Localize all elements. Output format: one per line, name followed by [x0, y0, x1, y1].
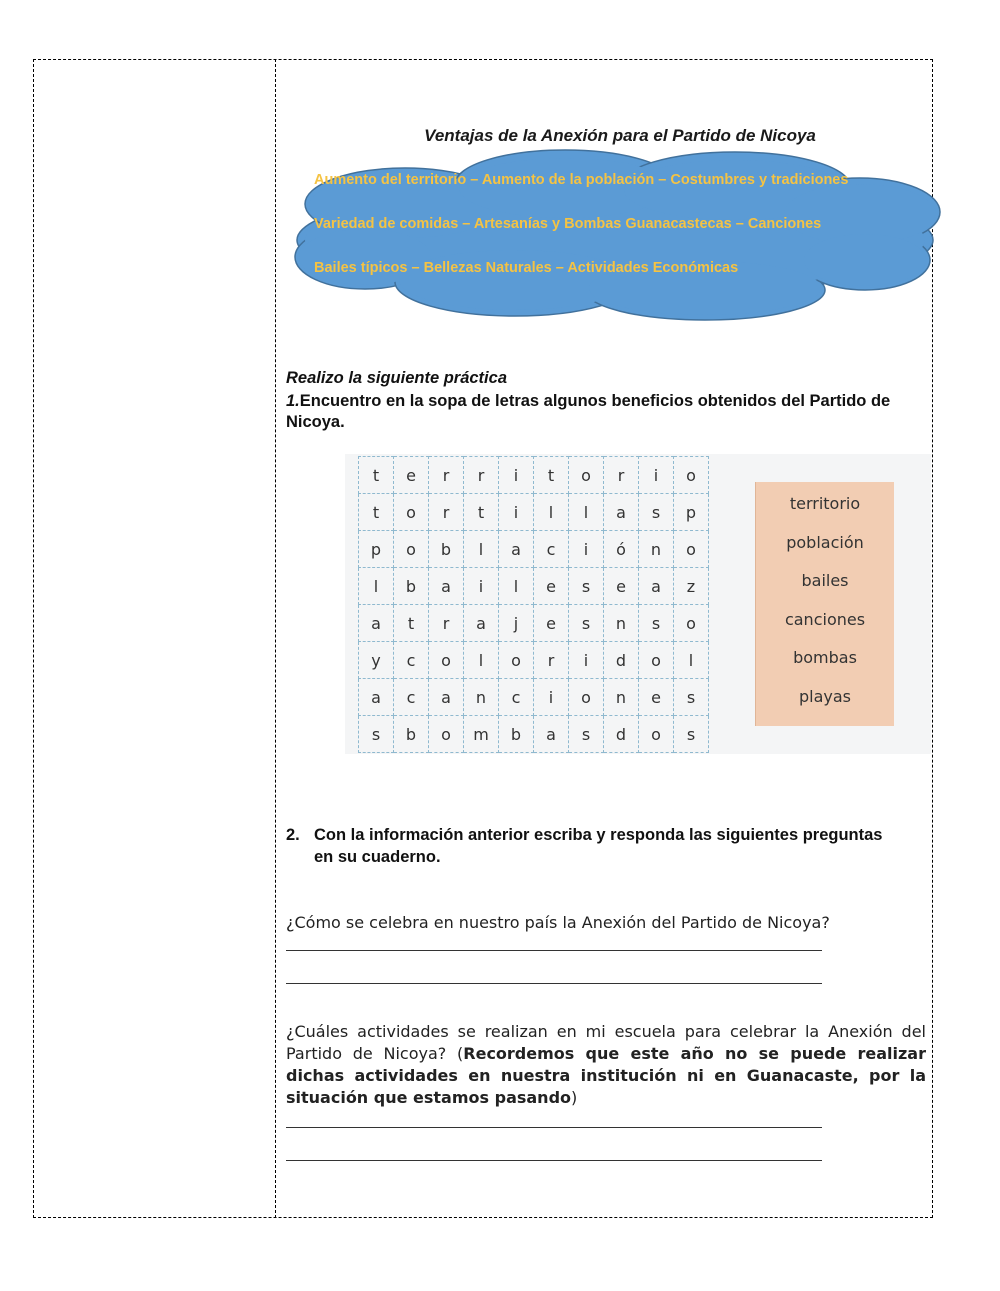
grid-cell[interactable]: ó — [604, 531, 639, 568]
grid-cell[interactable]: a — [639, 568, 674, 605]
grid-row — [359, 716, 709, 753]
word-list-item: bailes — [801, 571, 849, 590]
grid-row — [359, 457, 709, 494]
grid-cell[interactable]: i — [534, 679, 569, 716]
grid-cell[interactable]: o — [429, 642, 464, 679]
grid-cell[interactable]: e — [394, 457, 429, 494]
grid-cell[interactable]: o — [394, 494, 429, 531]
cloud-title: Ventajas de la Anexión para el Partido de Nicoya — [424, 126, 816, 145]
grid-row — [359, 494, 709, 531]
grid-cell[interactable]: b — [429, 531, 464, 568]
grid-cell[interactable]: i — [499, 494, 534, 531]
grid-cell[interactable]: s — [674, 716, 709, 753]
word-list-item: canciones — [784, 609, 866, 629]
grid-cell[interactable]: d — [604, 716, 639, 753]
grid-cell[interactable]: n — [464, 679, 499, 716]
grid-cell[interactable]: l — [534, 494, 569, 531]
grid-cell[interactable]: o — [499, 642, 534, 679]
grid-cell[interactable]: r — [429, 494, 464, 531]
grid-cell[interactable]: l — [359, 568, 394, 605]
grid-cell[interactable]: r — [429, 605, 464, 642]
grid-cell[interactable]: s — [569, 568, 604, 605]
grid-cell[interactable]: e — [639, 679, 674, 716]
grid-row — [359, 605, 709, 642]
instruction-1-number: 1. — [286, 392, 300, 410]
grid-cell[interactable]: o — [639, 642, 674, 679]
grid-cell[interactable]: o — [394, 531, 429, 568]
grid-cell[interactable]: z — [674, 568, 709, 605]
grid-cell[interactable]: c — [394, 642, 429, 679]
question-2-end: ) — [571, 1088, 578, 1107]
grid-cell[interactable]: c — [499, 679, 534, 716]
grid-cell[interactable]: r — [534, 642, 569, 679]
grid-row — [359, 531, 709, 568]
grid-cell[interactable]: i — [569, 531, 604, 568]
word-list-item: territorio — [789, 494, 861, 513]
column-divider — [275, 59, 276, 1218]
grid-cell[interactable]: b — [499, 716, 534, 753]
grid-cell[interactable]: i — [639, 457, 674, 494]
cloud-line-3: Bailes típicos – Bellezas Naturales – Actividades Económicas — [314, 260, 739, 276]
grid-row — [359, 568, 709, 605]
grid-cell[interactable]: e — [604, 568, 639, 605]
word-search-grid — [358, 456, 709, 753]
instruction-1-text: Encuentro en la sopa de letras algunos beneficios obtenidos del Partido de Nicoya. — [286, 392, 891, 431]
grid-cell[interactable]: t — [534, 457, 569, 494]
grid-cell[interactable]: t — [464, 494, 499, 531]
grid-cell[interactable]: a — [499, 531, 534, 568]
cloud-line-2: Variedad de comidas – Artesanías y Bombas Guanacastecas – Canciones — [314, 216, 822, 232]
grid-cell[interactable]: r — [604, 457, 639, 494]
grid-cell[interactable]: i — [499, 457, 534, 494]
grid-cell[interactable]: l — [674, 642, 709, 679]
answer-line-2a[interactable] — [286, 1127, 822, 1128]
instruction-1 — [286, 391, 926, 433]
grid-cell[interactable]: t — [394, 605, 429, 642]
grid-cell[interactable]: o — [569, 679, 604, 716]
grid-cell[interactable]: l — [464, 531, 499, 568]
grid-cell[interactable]: l — [464, 642, 499, 679]
question-2 — [286, 1021, 926, 1109]
grid-cell[interactable]: m — [464, 716, 499, 753]
grid-cell[interactable]: i — [464, 568, 499, 605]
grid-cell[interactable]: a — [534, 716, 569, 753]
grid-cell[interactable]: a — [464, 605, 499, 642]
word-list-box — [755, 482, 894, 726]
grid-cell[interactable]: r — [429, 457, 464, 494]
grid-cell[interactable]: l — [499, 568, 534, 605]
grid-cell[interactable]: o — [674, 457, 709, 494]
grid-cell[interactable]: a — [429, 568, 464, 605]
grid-cell[interactable]: l — [569, 494, 604, 531]
question-2-start: ¿Cuáles actividades se realizan en mi escuela para celebrar la Anexión del Partido de Nicoya? ( — [286, 1022, 926, 1063]
grid-cell[interactable]: o — [639, 716, 674, 753]
grid-cell[interactable]: s — [639, 605, 674, 642]
grid-cell[interactable]: p — [674, 494, 709, 531]
instruction-2-text: Con la información anterior escriba y responda las siguientes preguntas en su cuaderno. — [314, 826, 883, 866]
grid-cell[interactable]: a — [604, 494, 639, 531]
grid-cell[interactable]: t — [359, 494, 394, 531]
grid-row — [359, 679, 709, 716]
grid-row — [359, 642, 709, 679]
grid-cell[interactable]: j — [499, 605, 534, 642]
grid-cell[interactable]: a — [429, 679, 464, 716]
grid-cell[interactable]: b — [394, 568, 429, 605]
grid-cell[interactable]: r — [464, 457, 499, 494]
grid-cell[interactable]: o — [429, 716, 464, 753]
grid-cell[interactable]: d — [604, 642, 639, 679]
question-1: ¿Cómo se celebra en nuestro país la Anexión del Partido de Nicoya? — [286, 913, 830, 932]
grid-cell[interactable]: c — [394, 679, 429, 716]
cloud-line-1: Aumento del territorio – Aumento de la población – Costumbres y tradiciones — [314, 172, 849, 188]
practice-heading: Realizo la siguiente práctica — [286, 369, 507, 387]
grid-cell[interactable]: n — [604, 679, 639, 716]
grid-cell[interactable]: e — [534, 605, 569, 642]
grid-cell[interactable]: s — [674, 679, 709, 716]
grid-cell[interactable]: i — [569, 642, 604, 679]
grid-cell[interactable]: a — [359, 605, 394, 642]
grid-cell[interactable]: o — [569, 457, 604, 494]
grid-cell[interactable]: e — [534, 568, 569, 605]
question-2-bold: Recordemos que este año no se puede realizar dichas actividades en nuestra institución ni en Guanacaste, por la situación que estamos pasando — [286, 1044, 926, 1107]
grid-cell[interactable]: o — [674, 605, 709, 642]
grid-cell[interactable]: p — [359, 531, 394, 568]
grid-cell[interactable]: s — [639, 494, 674, 531]
answer-line-1b[interactable] — [286, 983, 822, 984]
grid-cell[interactable]: y — [359, 642, 394, 679]
grid-cell[interactable]: o — [674, 531, 709, 568]
grid-cell[interactable]: c — [534, 531, 569, 568]
grid-cell[interactable]: n — [639, 531, 674, 568]
cloud-shape — [285, 142, 945, 332]
answer-line-2b[interactable] — [286, 1160, 822, 1161]
grid-cell[interactable]: n — [604, 605, 639, 642]
grid-cell[interactable]: s — [359, 716, 394, 753]
grid-cell[interactable]: b — [394, 716, 429, 753]
word-list-item: bombas — [793, 648, 857, 667]
instruction-2-number: 2. — [286, 826, 300, 844]
grid-cell[interactable]: s — [569, 605, 604, 642]
word-list-item: población — [786, 532, 864, 552]
grid-cell[interactable]: t — [359, 457, 394, 494]
word-list-item: playas — [798, 686, 851, 706]
instruction-2 — [286, 824, 906, 868]
grid-cell[interactable]: a — [359, 679, 394, 716]
grid-cell[interactable]: s — [569, 716, 604, 753]
answer-line-1a[interactable] — [286, 950, 822, 951]
